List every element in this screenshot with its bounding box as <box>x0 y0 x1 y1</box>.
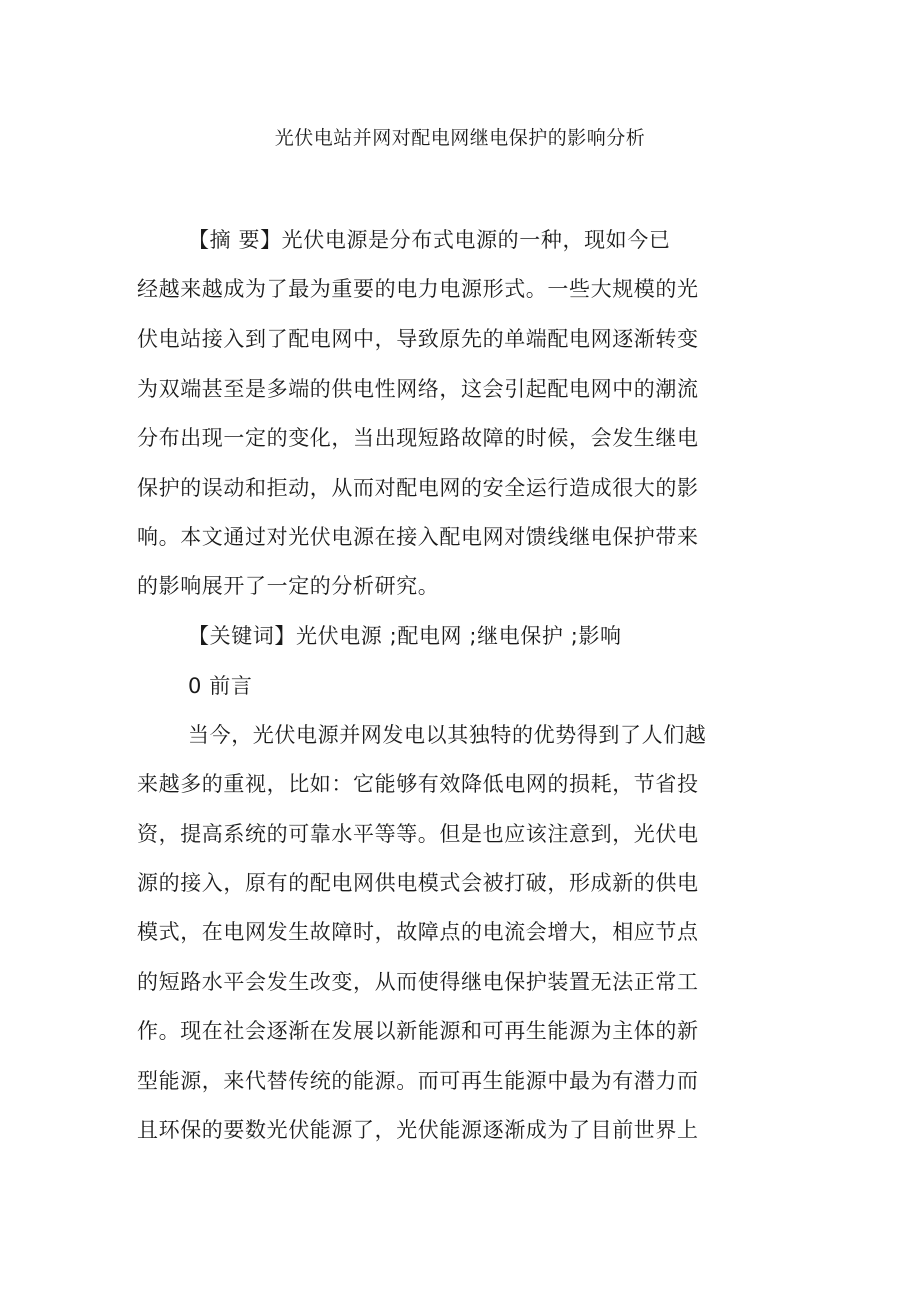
body-line: 作。现在社会逐渐在发展以新能源和可再生能源为主体的新 <box>137 1019 699 1043</box>
body-line: 的短路水平会发生改变，从而使得继电保护装置无法正常工 <box>137 970 699 994</box>
body-line: 型能源，来代替传统的能源。而可再生能源中最为有潜力而 <box>137 1069 699 1093</box>
abstract-line: 为双端甚至是多端的供电性网络，这会引起配电网中的潮流 <box>137 377 699 401</box>
abstract-line: 【摘 要】光伏电源是分布式电源的一种，现如今已 <box>188 228 671 252</box>
abstract-line: 经越来越成为了最为重要的电力电源形式。一些大规模的光 <box>137 277 699 301</box>
abstract-line: 伏电站接入到了配电网中，导致原先的单端配电网逐渐转变 <box>137 327 699 351</box>
body-line: 当今，光伏电源并网发电以其独特的优势得到了人们越 <box>188 723 707 747</box>
keywords-line: 【关键词】光伏电源 ;配电网 ;继电保护 ;影响 <box>188 624 622 648</box>
abstract-line: 的影响展开了一定的分析研究。 <box>137 574 440 598</box>
body-line: 模式，在电网发生故障时，故障点的电流会增大，相应节点 <box>137 920 699 944</box>
body-line: 来越多的重视，比如：它能够有效降低电网的损耗，节省投 <box>137 772 699 796</box>
body-line: 源的接入，原有的配电网供电模式会被打破，形成新的供电 <box>137 871 699 895</box>
document-title: 光伏电站并网对配电网继电保护的影响分析 <box>274 127 646 149</box>
abstract-line: 响。本文通过对光伏电源在接入配电网对馈线继电保护带来 <box>137 525 699 549</box>
abstract-line: 分布出现一定的变化，当出现短路故障的时候，会发生继电 <box>137 426 699 450</box>
section-heading: 0 前言 <box>188 674 253 698</box>
body-line: 资，提高系统的可靠水平等等。但是也应该注意到，光伏电 <box>137 822 699 846</box>
body-line: 且环保的要数光伏能源了，光伏能源逐渐成为了目前世界上 <box>137 1118 699 1142</box>
abstract-line: 保护的误动和拒动，从而对配电网的安全运行造成很大的影 <box>137 476 699 500</box>
